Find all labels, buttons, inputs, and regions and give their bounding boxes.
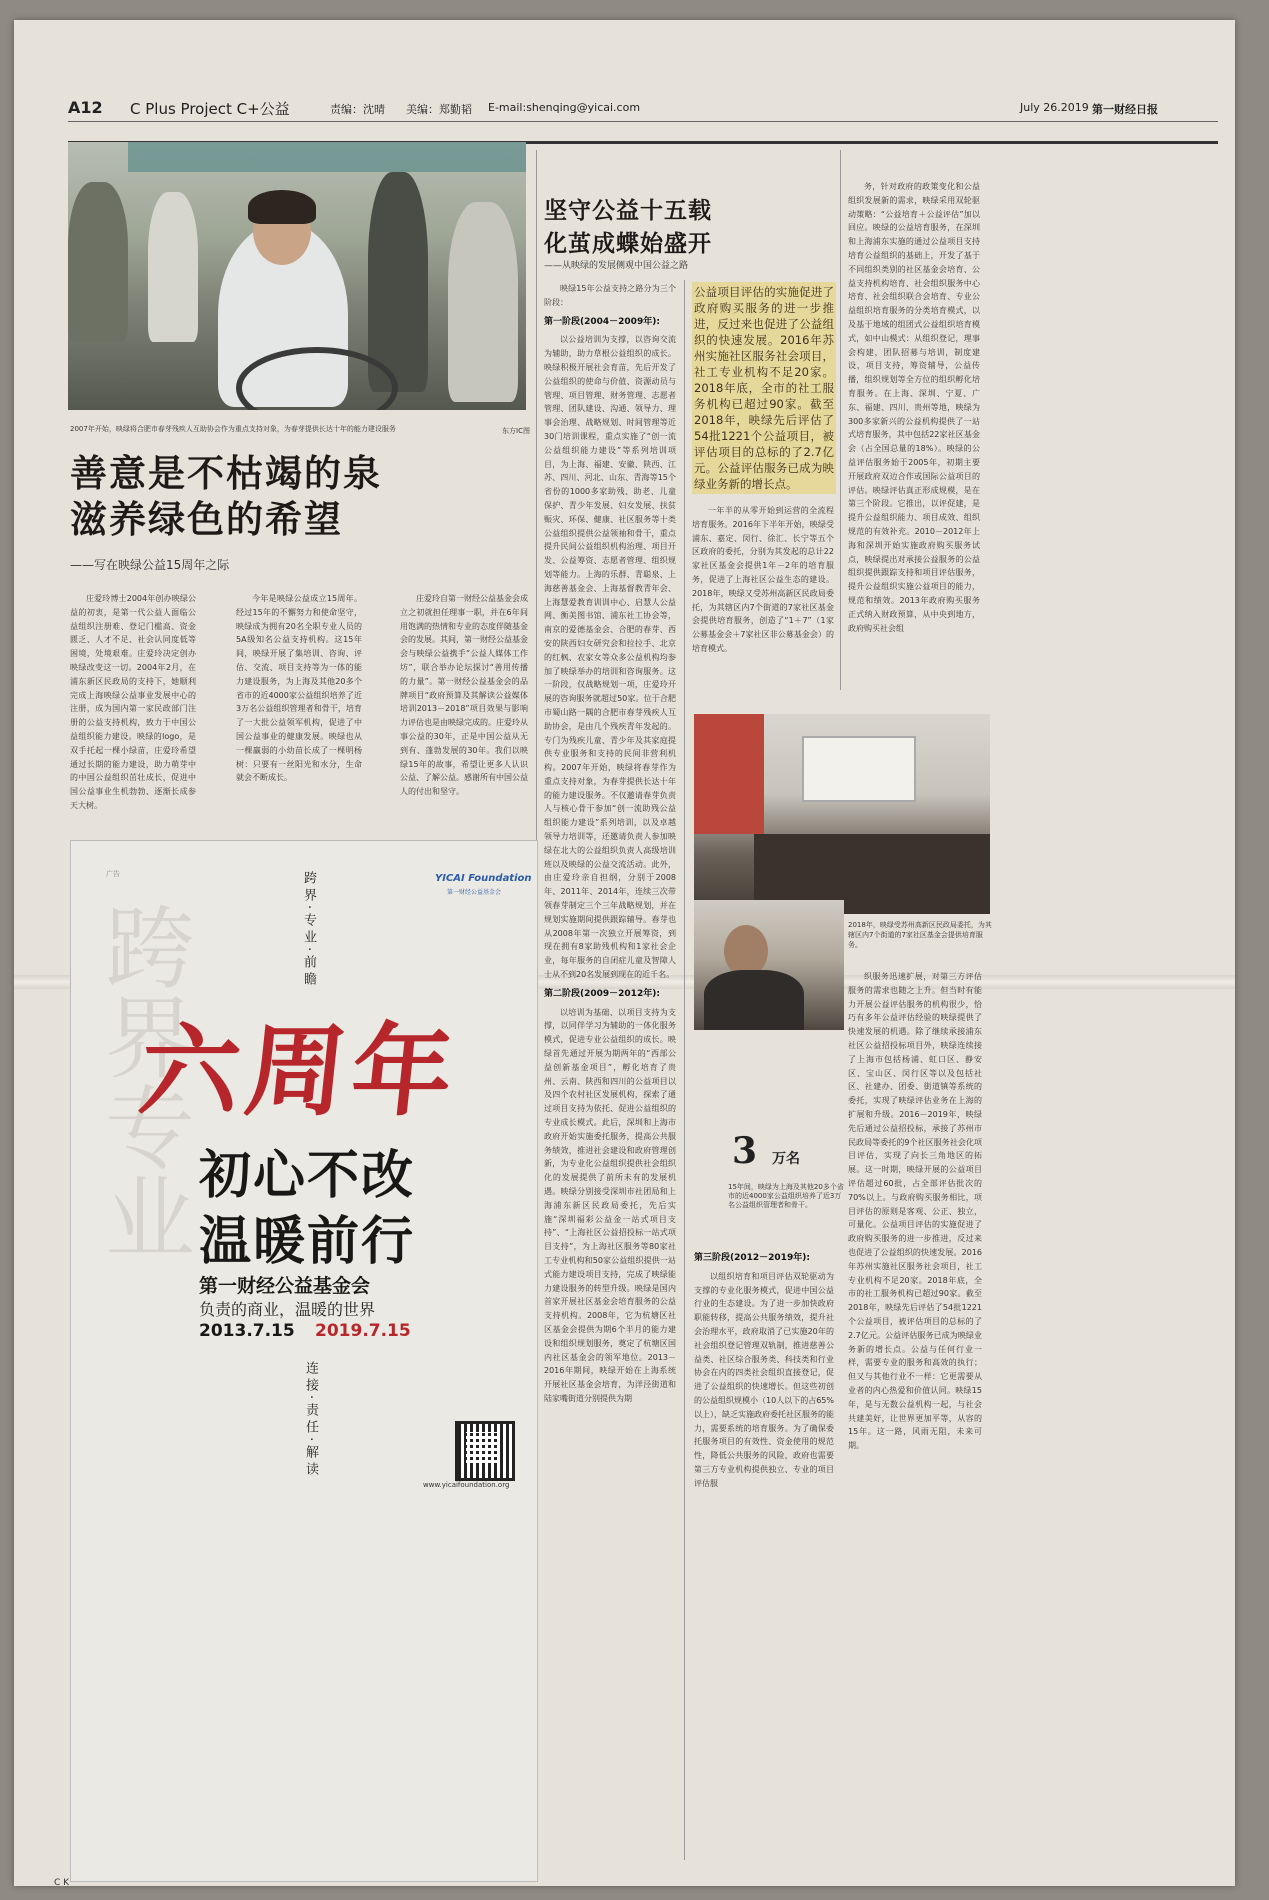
- photo-figure: [68, 182, 128, 342]
- ad-organization: 第一财经公益基金会: [199, 1275, 371, 1297]
- article1-subtitle: ——写在映绿公益15周年之际: [70, 558, 230, 572]
- article2-column: [694, 1246, 834, 1860]
- article2-headline: [544, 194, 754, 260]
- ad-motto-line1: 初心不改: [199, 1145, 416, 1206]
- paragraph: 映绿15年公益支持之路分为三个阶段：: [544, 284, 676, 307]
- article1-column: [400, 592, 528, 818]
- editor-credit: 责编：沈晴: [330, 103, 385, 116]
- column-divider: [536, 150, 537, 840]
- stat-number: 3: [732, 1130, 758, 1172]
- column-divider: [840, 150, 841, 690]
- stat-unit: 万名: [772, 1151, 800, 1167]
- qr-code[interactable]: [455, 1421, 515, 1481]
- page-number: A12: [68, 98, 103, 117]
- stage-heading: 第一阶段(2004－2009年):: [544, 316, 660, 327]
- article2-column: [544, 282, 676, 1857]
- paragraph: 今年是映绿公益成立15周年。经过15年的不懈努力和使命坚守，映绿成为拥有20名全职专业人员的5A级知名公益支持机构。这15年间，映绿开展了集培训、咨询、评估、交流、项目支持等为一体的能力建设服务，为上海及其他20多个省市的近4000家公益组织培养了近3万名公益组织管理者和骨干，培育了一大批公益领军机构，促进了中国公益事业的健康发展。映绿也从一棵羸弱的小幼苗长成了一棵明杨树：只要有一丝阳光和水分，生命就会不断成长。: [236, 594, 362, 783]
- ad-motto-line2: 温暖前行: [199, 1211, 416, 1272]
- photo-wall-board: [694, 714, 764, 834]
- article2-column: [692, 504, 834, 694]
- photo1-caption: 2007年开始，映绿将合肥市春芽残疾人互助协会作为重点支持对象，为春芽提供长达十年的能力建设服务: [70, 425, 396, 433]
- article2-subtitle: ——从映绿的发展侧观中国公益之路: [544, 261, 689, 271]
- paragraph: 务，针对政府的政策变化和公益组织发展新的需求，映绿采用双轮驱动策略：“公益培育＋公益评估”加以回应。映绿的公益培育服务，在深圳和上海浦东实施的通过公益项目支持培育公益组织的基础上，开发了基于不同组织类别的社区基金会培育、公益支持机构培育、社会组织服务中心培育、社会组织联合会培育、专业公益组织培育服务的分类培育模式，以及基于地域的组团式公益组织培育模式，如中山模式：从组织登记，理事会构建，团队招募与培训，制度建设，项目支持，筹资辅导，公益传播，组织规划等全方位的组织孵化培育服务。在上海、深圳、宁夏、广东、福建、四川、贵州等地，映绿为300多家新兴的公益机构提供了一站式培育服务，其中包括22家社区基金会（占全国总量的18%）。映绿的公益评估服务始于2005年，初期主要开展政府双边合作或国际公益项目的评估。映绿评估真正形成规模，是在第三个阶段。它推出，以评促建，是提升公益组织能力、项目成效、组织规范的有效补充。2010－2012年上海和深圳开始实施政府购买服务试点，映绿提出对承接公益服务的公益组织提供跟踪支持和项目评估服务，提升公益组织实施公益项目的能力，规范和绩效。2013年政府购买服务正式纳入财政预算，从中央到地方，政府购买社会组: [848, 182, 980, 633]
- sixth-anniversary-title: 六周年: [133, 1012, 465, 1130]
- photo-figure: [368, 172, 428, 392]
- paragraph: 以公益培训为支撑，以咨询交流为辅助，助力草根公益组织的成长。映绿积极开展社会育苗，先后开发了公益组织的使命与价值、资源动员与管理、项目管理、财务管理、志愿者管理、团队建设、沟通、领导力、理事会治理、战略规划、时间管理等近30门培训课程，重点实施了“创一流公益组织能力建设”等系列培训项目，为上海、福建、安徽、陕西、江苏、四川、河北、山东、青海等15个省份的1000多家助残、助老、儿童保护、青少年发展、妇女发展、扶贫赈灾、环保、健康、社区服务等十类公益组织提供公益领袖和骨干，重点提升民间公益组织机构治理、项目开发、公益筹资、志愿者管理、组织规划等能力。上海的乐群、青聪泉、上海慈善基金会、上海基督教青年会、上海慧爱教育训训中心、启慧人公益网、衡美图书馆、浦东社工协会等，南京的爱德基金会、合肥的春芽、西安的陕西妇女研究会和拉拉手、北京的红枫、农家女等众多公益机构均参加了映绿举办的培训和咨询服务。这一阶段，仅战略规划一项，庄爱玲开展的咨询服务就超过50家。位于合肥市蜀山路一隅的合肥市春芽残疾人互助协会，是由几个残疾青年发起的。专门为残疾儿童、青少年及其家庭提供专业服务和支持的民间非营利机构。2007年开始，映绿将春芽作为重点支持对象，为春芽提供长达十年的能力建设服务。不仅邀请春芽负责人与核心骨干参加“创一流助残公益组织能力建设”系列培训，以及卓越领导力培训等，还邀请负责人参加映绿在北大的公益组织负责人高级培训班以及映绿的公益交流活动。此外，由庄爱玲亲自担纲，分别于2008年、2011年、2014年，连续三次带领春芽制定三个三年战略规划，并在规划实施期间提供跟踪辅导。春芽也从2008年第一次独立开展筹资，到现在拥有8家助残机构和1家社会企业，每年服务的自闭症儿童及智障人士从不到20名发展到现在的近千名。: [544, 335, 676, 980]
- newspaper-name: 第一财经日报: [1092, 103, 1158, 116]
- calligraphy-watermark: 跨界专业: [89, 901, 194, 1261]
- paragraph: 庄爱玲自第一财经公益基金会成立之初就担任理事一职，并在6年间用饱满的热情和专业的态度伴随基金会的发展。其间，第一财经公益基金会与映绿公益携手“公益人媒体工作坊”，联合举办论坛探讨“善用传播的力量”。第一财经公益基金会的品牌项目“政府预算及其解读公益媒体培训2013－2018”项目效果与影响力评估也是由映绿完成的。庄爱玲从事公益的30年，正是中国公益从无到有、蓬勃发展的30年。我们以映绿15年的故事，希望让更多人认识公益、了解公益。感谢所有中国公益人的付出和坚守。: [400, 594, 528, 797]
- headline-line: 坚守公益十五载: [544, 197, 712, 224]
- ad-date-end: 2019.7.15: [315, 1321, 411, 1341]
- headline-line: 化茧成蝶始盛开: [544, 230, 712, 257]
- highlighted-quote: 公益项目评估的实施促进了政府购买服务的进一步推进，反过来也促进了公益组织的快速发展。2016年苏州实施社区服务社会项目，社工专业机构不足20家。2018年底，全市的社工服务机构已超过90家。截至2018年，映绿先后评估了54批1221个公益项目，被评估项目的总标的了2.7亿元。公益评估服务已成为映绿业务新的增长点。: [692, 282, 836, 494]
- header-rule-thin: [68, 121, 1218, 122]
- newspaper-page: [14, 20, 1235, 1886]
- projector-screen: [802, 736, 916, 802]
- ad-tagline: 负责的商业，温暖的世界: [199, 1300, 376, 1319]
- article1-headline: [70, 450, 510, 542]
- headline-line: 滋养绿色的希望: [70, 497, 343, 541]
- participants-photo: [694, 900, 844, 1030]
- photo-hair: [248, 190, 316, 224]
- column-divider: [684, 280, 685, 1860]
- classroom-photo: [694, 714, 990, 914]
- anniversary-advertisement: [70, 840, 538, 1882]
- paragraph: 以培训为基础、以项目支持为支撑，以同伴学习为辅助的一体化服务模式，促进专业公益组织的成长。映绿首先通过开展为期两年的“西部公益创新基金项目”，孵化培育了贵州、云南、陕西和四川的公益项目以及四个农村社区发展机构，探索了通过项目支持为依托、促进公益组织的专业成长模式。此后，深圳和上海市政府开始实施委托服务，提高公共服务绩效，推进社会建设和政府管理创新，为专业化公益组织提供社会组织化的发展提供了前所未有的发展机遇。映绿分别接受深圳市社团局和上海浦东新区民政局委托，先后实施“深圳福彩公益金一站式项目支持”、“上海社区公益招投标一站式项目支持”，为上海社区服务等80家社工专业机构和50家公益组织提供一站式能力建设项目支持，完成了映绿能力建设服务的转型升级。映绿是国内首家开展社区基金会培育服务的公益支持机构。2008年，它为杭塘区社区基金会提供为期6个半月的能力建设和组织规划服务，奠定了杭塘区国内社区基金会的领军地位。2013－2016年期间，映绿开始在上海系统开展社区基金会培育，为洋泾街道和陆家嘴街道分别提供为期: [544, 1007, 676, 1403]
- headline-line: 善意是不枯竭的泉: [70, 451, 382, 495]
- foundation-logo: YICAI Foundation: [435, 873, 532, 884]
- foundation-logo-cn: 第一财经公益基金会: [447, 889, 502, 896]
- ad-slogan-bottom: 连接·责任·解读: [303, 1361, 318, 1480]
- photo-body: [704, 970, 804, 1030]
- ad-slogan-top: 跨界·专业·前瞻: [301, 871, 316, 990]
- paragraph: 织服务迅速扩展，对第三方评估服务的需求也随之上升。但当时有能力开展公益评估服务的机构很少，恰巧有多年公益评估经验的映绿提供了快速发展的机遇。除了继续承接浦东社区公益招投标项目外，映绿连续接了上海市包括杨浦、虹口区、静安区、宝山区、闵行区等以及包括社区、社建办、团委、街道镇等系统的委托，实现了映绿评估业务在上海的扩展和升级。2016－2019年，映绿先后通过公益招投标，承接了苏州市民政局等委托的9个社区服务社会化项目评估，实现了向长三角地区的拓展。这一时期，映绿开展的公益项目评估超过60批，占全部评估批次的70%以上。与政府购买服务相比，项目评估的原则是客观、公正、独立，可量化。公益项目评估的实施促进了政府购买服务的进一步推进，反过来也促进了公益组织的快速发展。2016年苏州实施社区服务社会项目，社工专业机构不足20家。2018年底，全市的社工服务机构已超过90家。截至2018年，映绿先后评估了54批1221个公益项目，被评估项目的总标的了2.7亿元。公益评估服务已成为映绿业务新的增长点。公益与任何行业一样，需要专业的服务和高效的执行；但又与其他行业不一样：它更需要从业者的内心热爱和价值认同。映绿15年，是与无数公益机构一起，与社会共建美好，让世界更加平等，从容的15年。这一路，风雨无阻，未来可期。: [848, 972, 982, 1451]
- ad-url: www.yicaifoundation.org: [423, 1481, 510, 1489]
- photo1-credit: 东方IC图: [502, 427, 530, 435]
- stage-heading: 第二阶段(2009－2012年):: [544, 988, 660, 999]
- paragraph: 一年半的从零开始到运营的全流程培育服务。2016年下半年开始，映绿受浦东、嘉定、闵行、徐汇、长宁等五个区政府的委托，分别为其发起的总计22家社区基金会提供1年－2年的培育服务，促进了上海社区公益生态的建设。2018年，映绿又受苏州高新区民政局委托，为其辖区内7个街道的7家社区基金会提供培育服务，创造了“1＋7”（1家公募基金会＋7家社区非公募基金会）的培育模式。: [692, 506, 834, 653]
- issue-date: July 26.2019: [1020, 101, 1089, 114]
- dance-photo: [68, 142, 526, 410]
- article1-column: [236, 592, 362, 818]
- paragraph: 庄爱玲博士2004年创办映绿公益的初衷，是第一代公益人面临公益组织注册难、登记门槛高、资金匮乏、人才不足、社会认同度低等困境，处境艰难。庄爱玲决定创办映绿改变这一切。2004年2月，在浦东新区民政局的支持下，她顺利完成上海映绿公益事业发展中心的注册，成为国内第一家民政部门注册的公益支持机构，致力于中国公益组织能力建设。映绿的logo，是双手托起一棵小绿苗，庄爱玲希望通过长期的能力建设，助力萌芽中的中国公益组织茁壮成长，促进中国公益事业生机勃勃、逐渐长成参天大树。: [70, 594, 196, 810]
- print-marks: C K: [54, 1878, 70, 1886]
- stage-heading: 第三阶段(2012－2019年):: [694, 1253, 810, 1263]
- section-title: C Plus Project C+公益: [130, 100, 290, 118]
- designer-credit: 美编：郑勤韬: [406, 103, 472, 116]
- photo-figure: [148, 192, 198, 342]
- photo2-caption: 2018年，映绿受苏州高新区民政局委托，为其辖区内7个街道的7家社区基金会提供培育服务。: [848, 921, 992, 949]
- ad-label: 广告: [106, 870, 120, 878]
- photo-banner: [128, 142, 526, 172]
- article1-column: [70, 592, 196, 818]
- stat-caption: 15年间，映绿为上海及其他20多个省市的近4000家公益组织培养了近3万名公益组织管理者和骨干。: [728, 1183, 844, 1209]
- ad-date-start: 2013.7.15: [199, 1321, 295, 1341]
- contact-email: E-mail:shenqing@yicai.com: [488, 101, 641, 114]
- photo-figure: [448, 202, 518, 402]
- article2-column: [848, 970, 982, 1860]
- paragraph: 以组织培育和项目评估双轮驱动为支撑的专业化服务模式，促进中国公益行业的生态建设。为了进一步加快政府职能转移，提高公共服务绩效，提升社会治理水平，政府取消了已实施20年的社会组织登记管理双轨制，推进慈善公益类、社区综合服务类、科技类和行业协会在内的四类社会组织直接登记，促进了公益组织的快速增长。但这些初创的公益组织规模小（10人以下的占65%以上），缺乏实施政府委托社区服务的能力，需要系统的培育服务。为了确保委托服务项目的有效性、资金使用的规范性，降低公共服务的风险，政府也需要第三方专业机构提供独立、专业的项目评估服: [694, 1271, 834, 1488]
- article2-column: [848, 180, 980, 692]
